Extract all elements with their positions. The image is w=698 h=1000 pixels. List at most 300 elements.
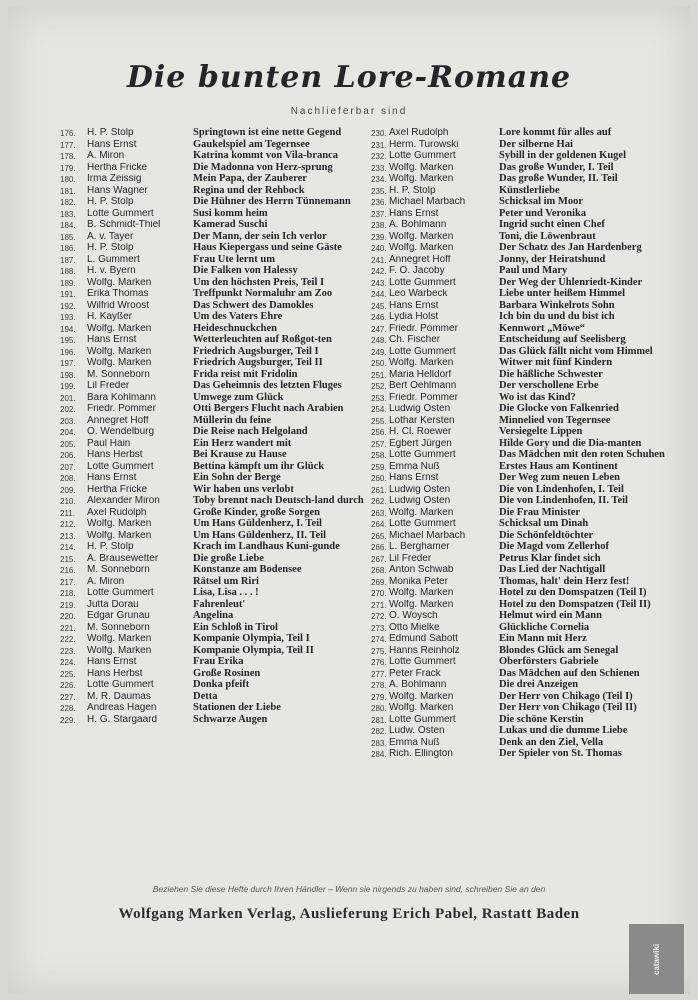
novel-title: Regina und der Rehbock (193, 184, 305, 196)
author-name: Michael Marbach (389, 197, 466, 207)
novel-title: Der Mann, der sein Ich verlor (193, 230, 327, 242)
issue-number: 217. (60, 577, 76, 587)
list-item (60, 381, 368, 393)
novel-title: Der Weg der Uhlenriedt-Kinder (499, 276, 643, 288)
novel-title: Stationen der Liebe (193, 702, 281, 713)
issue-number: 246. (371, 313, 387, 322)
novel-title: Große Kinder, große Sorgen (193, 506, 320, 518)
issue-number: 258. (371, 451, 387, 460)
issue-number: 262. (371, 497, 387, 506)
author-name: M. Sonneborn (87, 565, 150, 575)
author-name: Wolfg. Marken (87, 358, 152, 368)
novel-title: Denk an den Ziel, Vella (499, 736, 604, 748)
issue-number: 199. (60, 382, 76, 391)
issue-number: 196. (60, 347, 76, 357)
author-name: A. Bohlmann (389, 220, 447, 230)
issue-number: 197. (60, 359, 76, 368)
list-item (371, 335, 671, 347)
page-subtitle: Nachlieferbar sind (290, 106, 408, 117)
novel-title: Gaukelspiel am Tegernsee (193, 138, 310, 150)
novel-title: Hotel zu den Domspatzen (Teil I) (499, 587, 647, 598)
list-item (371, 381, 671, 393)
author-name: Friedr. Pommer (87, 404, 156, 414)
issue-number: 233. (371, 163, 387, 173)
issue-number: 249. (371, 347, 387, 357)
issue-number: 195. (60, 336, 76, 345)
author-name: Hans Herbst (87, 668, 143, 679)
list-item (371, 565, 671, 577)
author-name: Lothar Kersten (389, 415, 455, 426)
novel-title: Der Spieler von St. Thomas (499, 748, 622, 759)
author-name: Wolfg. Marken (389, 703, 454, 713)
novel-title: Das Mädchen auf den Schienen (499, 667, 640, 679)
novel-title: Blondes Glück am Senegal (499, 644, 619, 656)
author-name: Hans Ernst (389, 473, 439, 483)
novel-title: Um Hans Güldenherz, II. Teil (193, 529, 327, 541)
list-item (60, 657, 368, 669)
issue-number: 275. (371, 646, 387, 656)
author-name: Friedr. Pommer (389, 392, 458, 403)
list-item (60, 151, 368, 163)
watermark-logo: catawiki (629, 924, 684, 994)
issue-number: 202. (60, 405, 76, 414)
novel-title: Kamerad Suschi (193, 219, 268, 230)
novel-title: Ein Schloß in Tirol (193, 621, 278, 633)
issue-number: 283. (371, 738, 387, 748)
issue-number: 278. (371, 681, 387, 690)
author-name: O. Wendelburg (87, 427, 155, 437)
novel-title: Erstes Haus am Kontinent (499, 460, 618, 472)
issue-number: 231. (371, 140, 387, 150)
novel-title: Umwege zum Glück (193, 391, 284, 403)
author-name: Lotte Gummert (389, 519, 456, 529)
issue-number: 271. (371, 600, 387, 610)
issue-number: 187. (60, 255, 76, 265)
author-name: Lotte Gummert (87, 208, 154, 219)
novel-title: Lore kommt für alles auf (499, 127, 612, 138)
author-name: Hans Ernst (87, 657, 137, 667)
novel-title: Der silberne Hai (499, 138, 573, 150)
list-item (371, 197, 671, 209)
author-name: Lydia Holst (389, 312, 439, 322)
novel-title: Das Glück fällt nicht vom Himmel (499, 345, 653, 357)
novel-title: Das Schwert des Damokles (193, 299, 314, 311)
list-item (60, 715, 368, 727)
issue-number: 225. (60, 669, 76, 679)
author-name: Wolfg. Marken (87, 530, 152, 541)
issue-number: 268. (371, 566, 387, 575)
issue-number: 211. (60, 508, 75, 518)
novel-title: Die große Liebe (193, 552, 264, 564)
issue-number: 270. (371, 589, 387, 598)
novel-title: Liebe unter heißem Himmel (499, 288, 626, 299)
issue-number: 226. (60, 681, 76, 690)
issue-number: 214. (60, 543, 76, 552)
novel-title: Ein Mann mit Herz (499, 633, 587, 644)
author-name: H. P. Stolp (389, 185, 436, 196)
author-name: Edgar Grunau (87, 611, 150, 621)
list-item (60, 473, 368, 485)
issue-number: 238. (371, 221, 387, 230)
issue-number: 216. (60, 566, 76, 575)
list-item (371, 289, 671, 301)
novel-title: Paul und Mary (499, 265, 568, 276)
list-item (60, 450, 368, 462)
list-item (60, 496, 368, 508)
author-name: Wolfg. Marken (389, 691, 454, 702)
author-name: Lotte Gummert (87, 680, 154, 690)
author-name: Wolfg. Marken (87, 277, 152, 288)
novel-title: Witwer mit fünf Kindern (499, 357, 613, 368)
author-name: Peter Frack (389, 668, 441, 679)
novel-title: Sybill in der goldenen Kugel (499, 150, 626, 161)
author-name: M. Sonneborn (87, 369, 150, 380)
footer-note: Beziehen Sie diese Hefte durch Ihren Händler – Wenn sie nirgends zu haben sind, schreiben Sie an den (152, 884, 546, 894)
author-name: Hans Herbst (87, 450, 143, 460)
novel-title: Kennwort „Möwe“ (499, 322, 586, 334)
issue-number: 257. (371, 439, 387, 449)
issue-number: 265. (371, 531, 387, 541)
novel-title: Barbara Winkelrots Sohn (499, 299, 615, 311)
author-name: Wolfg. Marken (389, 231, 454, 242)
novel-title: Helmut wird ein Mann (499, 610, 602, 621)
list-item (371, 634, 671, 646)
author-name: Lotte Gummert (389, 657, 456, 667)
issue-number: 208. (60, 474, 76, 483)
issue-number: 180. (60, 175, 76, 184)
novel-title: Die Reise nach Helgoland (193, 426, 308, 437)
list-item (60, 680, 368, 692)
author-name: Axel Rudolph (87, 507, 147, 518)
issue-number: 247. (371, 324, 387, 334)
list-item (60, 427, 368, 439)
issue-number: 219. (60, 600, 76, 610)
author-name: H. P. Stolp (87, 128, 134, 138)
novel-title: Die Glocke von Falkenried (499, 403, 619, 414)
issue-number: 255. (371, 416, 387, 426)
novel-title: Minnelied von Tegernsee (499, 414, 611, 426)
author-name: Lil Freder (87, 381, 130, 391)
author-name: Ludwig Osten (389, 404, 451, 414)
author-name: Lotte Gummert (87, 588, 154, 598)
author-name: Paul Hain (87, 438, 131, 449)
author-name: Anton Schwab (389, 565, 454, 575)
issue-number: 213. (60, 531, 76, 541)
author-name: H. P. Stolp (87, 197, 134, 207)
author-name: Michael Marbach (389, 530, 466, 541)
novel-title: Der Weg zum neuen Leben (499, 472, 620, 483)
author-name: O. Woysch (389, 611, 438, 621)
list-item (371, 588, 671, 600)
list-item (371, 312, 671, 324)
list-item (60, 335, 368, 347)
novel-title: Entscheidung auf Seelisberg (499, 334, 626, 345)
author-name: A. v. Tayer (87, 231, 134, 242)
issue-number: 251. (371, 370, 387, 380)
list-item (60, 588, 368, 600)
author-name: Ludw. Osten (389, 726, 445, 736)
issue-number: 237. (371, 209, 387, 219)
author-name: M. Sonneborn (87, 622, 150, 633)
novel-title: Die von Lindenhofen, II. Teil (499, 495, 628, 506)
author-name: Andreas Hagen (87, 703, 157, 713)
novel-title: Der Schatz des Jan Hardenberg (499, 242, 642, 253)
novel-title: Müllerin du feine (193, 414, 272, 426)
issue-number: 221. (60, 623, 76, 633)
issue-number: 273. (371, 623, 387, 633)
author-name: Wolfg. Marken (389, 358, 454, 368)
list-item (371, 243, 671, 255)
issue-number: 178. (60, 152, 76, 161)
novel-title: Kompanie Olympia, Teil II (193, 644, 314, 656)
novel-title: Künstlerliebe (499, 184, 560, 196)
novel-title: Das große Wunder, II. Teil (499, 173, 618, 184)
issue-number: 232. (371, 152, 387, 161)
novel-title: Schicksal im Moor (499, 196, 583, 207)
author-name: Wolfg. Marken (87, 346, 152, 357)
list-item (371, 680, 671, 692)
novel-title: Frau Erika (193, 656, 244, 667)
novel-title: Um des Vaters Ehre (193, 311, 283, 322)
issue-number: 203. (60, 416, 76, 426)
novel-title: Glückliche Cornelia (499, 621, 590, 633)
author-name: Maria Helldorf (389, 369, 452, 380)
list-item (371, 220, 671, 232)
list-item (371, 174, 671, 186)
issue-number: 282. (371, 727, 387, 736)
author-name: B. Schmidt-Thiel (87, 220, 161, 230)
issue-number: 230. (371, 129, 387, 138)
list-item (60, 358, 368, 370)
novel-title: Peter und Veronika (499, 207, 587, 219)
novel-title: Das Geheimnis des letzten Fluges (193, 380, 342, 391)
author-name: H. G. Stargaard (87, 714, 158, 725)
issue-number: 183. (60, 209, 76, 219)
issue-number: 260. (371, 474, 387, 483)
author-name: Lotte Gummert (389, 450, 456, 460)
novel-title: Große Rosinen (193, 667, 261, 679)
issue-number: 253. (371, 393, 387, 403)
novel-title: Die schöne Kerstin (499, 713, 584, 725)
novel-title: Detta (193, 690, 218, 702)
issue-number: 252. (371, 382, 387, 391)
author-name: Ludwig Osten (389, 496, 451, 506)
issue-number: 244. (371, 290, 387, 299)
issue-number: 241. (371, 255, 387, 265)
issue-number: 227. (60, 692, 76, 702)
novel-title: Hilde Gory und die Dia-manten (499, 437, 642, 449)
author-name: A. Bohlmann (389, 680, 447, 690)
list-item (60, 519, 368, 531)
issue-number: 263. (371, 508, 387, 518)
issue-number: 186. (60, 244, 76, 253)
novel-title: Die Hühner des Herrn Tünnemann (193, 196, 351, 207)
author-name: Hertha Fricke (87, 162, 148, 173)
novel-title: Susi komm heim (193, 207, 268, 219)
list-item (371, 128, 671, 140)
issue-number: 248. (371, 336, 387, 345)
novel-title: Das Lied der Nachtigall (499, 564, 606, 575)
issue-number: 218. (60, 589, 76, 598)
novel-title: Konstanze am Bodensee (193, 564, 302, 575)
list-item (60, 174, 368, 186)
novel-title: Wo ist das Kind? (499, 391, 576, 403)
novel-title: Ich bin du und du bist ich (499, 311, 615, 322)
issue-number: 176. (60, 129, 76, 138)
novel-title: Der Herr von Chikago (Teil I) (499, 690, 633, 702)
author-name: Wolfg. Marken (389, 174, 454, 184)
author-name: Ch. Fischer (389, 335, 441, 345)
author-name: H. v. Byern (87, 266, 136, 276)
novel-title: Die Schönfeldtöchter (499, 529, 594, 541)
author-name: Wolfg. Marken (87, 645, 152, 656)
issue-number: 250. (371, 359, 387, 368)
author-name: Wolfg. Marken (389, 162, 454, 173)
novel-title: Um Hans Güldenherz, I. Teil (193, 518, 322, 529)
list-item (371, 473, 671, 485)
novel-title: Lukas und die dumme Liebe (499, 725, 628, 736)
issue-number: 184. (60, 221, 76, 230)
list-item (371, 151, 671, 163)
author-name: Bara Kohlmann (87, 392, 156, 403)
issue-number: 281. (371, 715, 387, 725)
author-name: A. Brausewetter (87, 553, 159, 564)
author-name: Bert Oehlmann (389, 381, 457, 391)
author-name: Annegret Hoff (389, 254, 451, 265)
author-name: Lotte Gummert (389, 151, 456, 161)
novel-title: Treffpunkt Normaluhr am Zoo (193, 288, 333, 299)
author-name: F. O. Jacoby (389, 266, 445, 276)
author-name: M. R. Daumas (87, 691, 151, 702)
author-name: Hans Ernst (389, 208, 439, 219)
issue-number: 239. (371, 232, 387, 242)
list-item (60, 542, 368, 554)
issue-number: 236. (371, 198, 387, 207)
list-item (60, 565, 368, 577)
author-name: H. P. Stolp (87, 542, 134, 552)
issue-number: 259. (371, 462, 387, 472)
issue-number: 177. (60, 140, 76, 150)
novel-title: Thomas, halt' dein Herz fest! (499, 575, 630, 587)
list-item (371, 404, 671, 416)
issue-number: 279. (371, 692, 387, 702)
author-name: Ludwig Osten (389, 484, 451, 495)
issue-number: 206. (60, 451, 76, 460)
novel-title: Donka pfeift (193, 679, 250, 690)
list-item (371, 657, 671, 669)
list-item (371, 519, 671, 531)
issue-number: 269. (371, 577, 387, 587)
issue-number: 191. (60, 290, 76, 299)
issue-number: 192. (60, 301, 76, 311)
issue-number: 228. (60, 704, 76, 713)
novel-title: Ein Sohn der Berge (193, 472, 281, 483)
left-column-list (60, 128, 368, 726)
list-item (371, 726, 671, 738)
list-item (60, 404, 368, 416)
novel-title: Wir haben uns verlobt (193, 483, 294, 495)
publisher-line: Wolfgang Marken Verlag, Auslieferung Erich Pabel, Rastatt Baden (118, 906, 580, 922)
issue-number: 240. (371, 244, 387, 253)
novel-title: Die häßliche Schwester (499, 368, 603, 380)
list-item (371, 450, 671, 462)
novel-title: Springtown ist eine nette Gegend (193, 127, 342, 138)
novel-title: Kompanie Olympia, Teil I (193, 633, 310, 644)
author-name: L. Berghamer (389, 542, 450, 552)
novel-title: Bettina kämpft um ihr Glück (193, 460, 325, 472)
issue-number: 215. (60, 554, 76, 564)
list-item (60, 703, 368, 715)
issue-number: 245. (371, 301, 387, 311)
novel-title: Katrina kommt von Vila-branca (193, 150, 338, 161)
author-name: Leo Warbeck (389, 289, 448, 299)
novel-title: Die von Lindenhofen, I. Teil (499, 483, 624, 495)
author-name: Hans Ernst (87, 473, 137, 483)
list-item (60, 634, 368, 646)
list-item (60, 243, 368, 255)
issue-number: 261. (371, 485, 387, 495)
novel-title: Toby brennt nach Deutsch-land durch (193, 495, 364, 506)
author-name: Axel Rudolph (389, 128, 449, 138)
list-item (371, 427, 671, 439)
novel-title: Der Herr von Chikago (Teil II) (499, 702, 637, 713)
novel-title: Das große Wunder, I. Teil (499, 161, 614, 173)
novel-title: Wetterleuchten auf Roßgot-ten (193, 334, 332, 345)
issue-number: 193. (60, 313, 76, 322)
novel-title: Haus Kiepergass und seine Gäste (193, 242, 342, 253)
novel-title: Jonny, der Heiratshund (499, 253, 606, 265)
list-item (371, 496, 671, 508)
author-name: Lotte Gummert (389, 346, 456, 357)
novel-title: Die drei Anzeigen (499, 679, 579, 690)
author-name: Annegret Hoff (87, 415, 149, 426)
novel-title: Frida reist mit Fridolin (193, 368, 298, 380)
novel-title: Die Magd vom Zellerhof (499, 541, 609, 552)
novel-title: Die Madonna von Herz-sprung (193, 161, 333, 173)
novel-title: Schwarze Augen (193, 713, 268, 725)
issue-number: 189. (60, 278, 76, 288)
novel-title: Fahrenleut' (193, 598, 246, 610)
novel-title: Hotel zu den Domspatzen (Teil II) (499, 598, 651, 610)
novel-title: Toni, die Löwenbraut (499, 230, 596, 242)
author-name: Wolfg. Marken (389, 243, 454, 253)
author-name: Lil Freder (389, 553, 432, 564)
novel-title: Bei Krause zu Hause (193, 449, 287, 460)
issue-number: 284. (371, 750, 387, 759)
author-name: Hertha Fricke (87, 484, 148, 495)
author-name: Erika Thomas (87, 289, 149, 299)
author-name: Wolfg. Marken (389, 507, 454, 518)
issue-number: 280. (371, 704, 387, 713)
author-name: Wolfg. Marken (87, 634, 152, 644)
list-item (60, 220, 368, 232)
issue-number: 274. (371, 635, 387, 644)
issue-number: 212. (60, 520, 76, 529)
author-name: A. Miron (87, 151, 125, 161)
issue-number: 201. (60, 393, 76, 403)
issue-number: 205. (60, 439, 76, 449)
novel-title: Krach im Landhaus Kuni-gunde (193, 541, 340, 552)
author-name: L. Gummert (87, 254, 140, 265)
author-name: Herm. Turowski (389, 139, 459, 150)
novel-title: Mein Papa, der Zauberer (193, 173, 307, 184)
list-item (371, 266, 671, 278)
list-item (371, 703, 671, 715)
author-name: Jutta Dorau (87, 599, 139, 610)
novel-title: Die Falken von Halessy (193, 265, 298, 276)
issue-number: 266. (371, 543, 387, 552)
novel-title: Frau Ute lernt um (193, 253, 275, 265)
